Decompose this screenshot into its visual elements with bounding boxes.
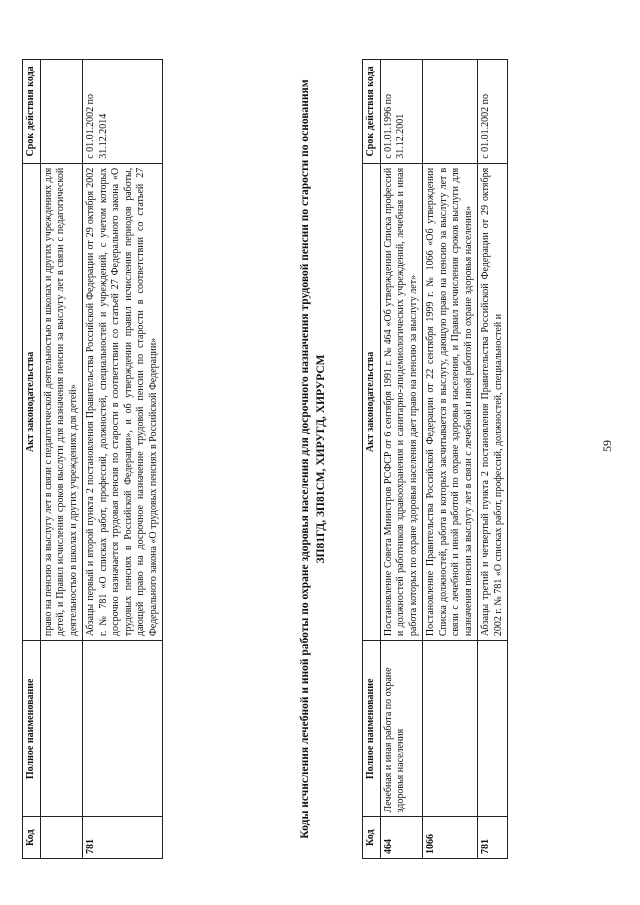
cell-act: Постановление Совета Министров РСФСР от 6 сентября 1991 г. № 464 «Об утверждении Списка профессий и должностей работников здравоохранения и санитарно-эпидемиологических учреждений, лечебная и иная работа которых по охране здоровья населения дает право на пенсию за выслугу лет» xyxy=(380,163,423,640)
legislation-table-2 xyxy=(362,59,508,859)
table-row xyxy=(380,60,423,859)
header-period: Срок действия кода xyxy=(23,60,41,164)
cell-code: 1066 xyxy=(423,817,478,859)
cell-act: право на пенсию за выслугу лет в связи с педагогической деятельностью в школах и других учреждениях для детей, и Правил исчисления сроков выслуги для назначения пенсии за выслугу лет в связи с педагогической деятельностью в школах и других учреждениях для детей» xyxy=(40,163,83,640)
cell-period xyxy=(40,60,83,164)
cell-act: Абзацы третий и четвертый пункта 2 постановления Правительства Российской Федерации от 29 октября 2002 г. № 781 «О списках работ, профессий, должностей, специальностей и xyxy=(478,163,508,640)
section-title xyxy=(298,59,329,859)
cell-act: Постановление Правительства Российской Федерации от 22 сентября 1999 г. № 1066 «Об утверждении Списка должностей, работа в которых засчитывается в выслугу, дающую право на пенсию за выслугу лет в связи с лечебной и иной работой по охране здоровья населения, и Правил исчисления сроков выслуги для назначения пенсии за выслугу лет в связи с лечебной и иной работой по охране здоровья населения» xyxy=(423,163,478,640)
header-full-name: Полное наименование xyxy=(363,641,381,817)
header-act: Акт законодательства xyxy=(363,163,381,640)
legislation-table-1 xyxy=(22,59,163,859)
table-row xyxy=(40,60,83,859)
header-code: Код xyxy=(363,817,381,859)
cell-code: 464 xyxy=(380,817,423,859)
table-row xyxy=(83,60,163,859)
table-row xyxy=(478,60,508,859)
cell-name: Лечебная и иная работа по охране здоровья населения xyxy=(380,641,423,817)
header-period: Срок действия кода xyxy=(363,60,381,164)
cell-period: с 01.01.1996 по 31.12.2001 xyxy=(380,60,423,164)
cell-name xyxy=(83,641,163,817)
cell-act: Абзацы первый и второй пункта 2 постановления Правительства Российской Федерации от 29 октября 2002 г. № 781 «О списках работ, профессий, должностей, специальностей и учреждений, с учетом которых досрочно назначается трудовая пенсия по старости в соответствии со статьей 27 Федерального закона «О трудовых пенсиях в Российской Федерации», и об утверждении правил исчисления периодов работы, дающей право на досрочное назначение трудовой пенсии по старости в соответствии со статьей 27 Федерального закона «О трудовых пенсиях в Российской Федерации» xyxy=(83,163,163,640)
cell-code xyxy=(40,817,83,859)
section-title-line-1: Коды исчисления лечебной и иной работы по охране здоровья населения для досрочного назначения трудовой пенсии по старости по основаниям xyxy=(299,79,311,839)
header-code: Код xyxy=(23,817,41,859)
cell-period xyxy=(423,60,478,164)
table-header-row xyxy=(363,60,381,859)
cell-name xyxy=(423,641,478,817)
cell-period: с 01.01.2002 по xyxy=(478,60,508,164)
table-header-row xyxy=(23,60,41,859)
header-act: Акт законодательства xyxy=(23,163,41,640)
cell-name xyxy=(478,641,508,817)
cell-period: с 01.01.2002 по 31.12.2014 xyxy=(83,60,163,164)
table-row xyxy=(423,60,478,859)
header-full-name: Полное наименование xyxy=(23,641,41,817)
cell-code: 781 xyxy=(83,817,163,859)
cell-name xyxy=(40,641,83,817)
cell-code: 781 xyxy=(478,817,508,859)
page-number: 59 xyxy=(600,440,614,452)
section-title-line-2: ЗП81ГД, ЗП81СМ, ХИРУГД, ХИРУРСМ xyxy=(314,354,327,564)
